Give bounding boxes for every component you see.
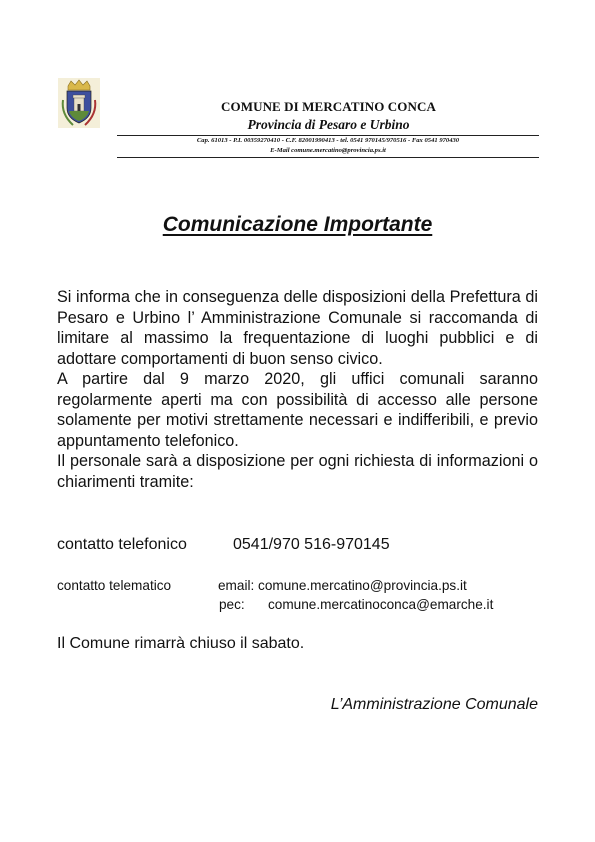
pec-address-link[interactable]: comune.mercatinoconca@emarche.it	[268, 597, 494, 612]
header-email-line: E-Mail comune.mercatino@provincia.ps.it	[270, 147, 386, 154]
province-name: Provincia di Pesaro e Urbino	[247, 117, 410, 132]
phone-contact-row	[57, 536, 390, 554]
header-rule-top	[117, 135, 539, 136]
body-paragraph: A partire dal 9 marzo 2020, gli uffici comunali saranno regolarmente aperti ma con possibilità di accesso alle persone solamente per motivi strettamente necessari e indifferibili, e previo appuntamento telefonico.	[57, 370, 538, 450]
notice-body	[57, 287, 538, 492]
phone-number: 0541/970 516-970145	[233, 536, 390, 553]
body-paragraph: Il personale sarà a disposizione per ogni richiesta di informazioni o chiarimenti tramite:	[57, 452, 538, 491]
signature: L’Amministrazione Comunale	[330, 696, 538, 713]
phone-contact-label: contatto telefonico	[57, 536, 187, 553]
header-contacts-line: Cap. 61013 - P.I. 00359270410 - C.F. 82001990413 - tel. 0541 970145/970516 - Fax 0541 970430	[196, 137, 460, 144]
header-rule-bottom	[117, 157, 539, 158]
telematic-contact-label: contatto telematico	[57, 578, 172, 593]
body-paragraph: Si informa che in conseguenza delle disposizioni della Prefettura di Pesaro e Urbino l’ Amministrazione Comunale si raccomanda di limitare al massimo la frequentazione di luoghi pubblici e di adottare comportamenti di buon senso civico.	[57, 288, 538, 368]
email-contact	[218, 576, 467, 595]
municipality-name: COMUNE DI MERCATINO CONCA	[221, 99, 436, 114]
pec-contact	[219, 595, 493, 614]
pec-key: pec:	[219, 597, 245, 612]
coat-of-arms-icon	[58, 78, 100, 128]
notice-title: Comunicazione Importante	[162, 213, 433, 236]
closing-note: Il Comune rimarrà chiuso il sabato.	[57, 635, 305, 652]
email-key: email:	[218, 578, 255, 593]
email-address-link[interactable]: comune.mercatino@provincia.ps.it	[258, 578, 467, 593]
